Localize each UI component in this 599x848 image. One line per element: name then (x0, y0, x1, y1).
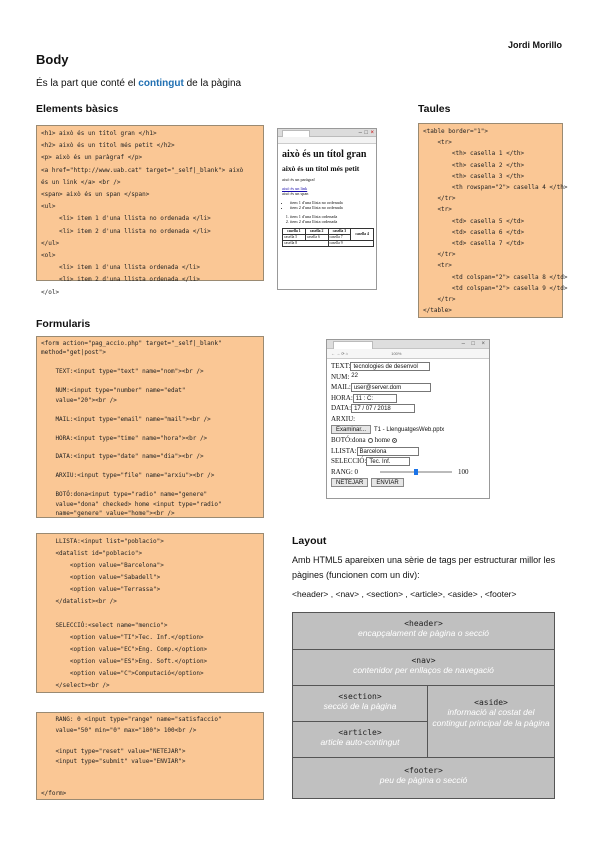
close-icon[interactable]: × (370, 130, 374, 136)
preview-ordered-list (282, 214, 372, 225)
text-label: TEXT: (331, 362, 351, 370)
list-item: • item 2 d'una llista no ordenada (290, 205, 372, 211)
code-block-basic-elements (36, 125, 264, 296)
code-line: <form action="pag_accio.php" target="_self|_blank" (41, 340, 222, 347)
code-block-tables (418, 123, 568, 318)
datalist-input[interactable]: Barcelona (357, 447, 419, 456)
code-line: <li> item 2 d'una llista ordenada </li> (41, 276, 200, 284)
radio-dona-label: dona (352, 436, 366, 445)
code-line: <h1> això és un títol gran </h1> (41, 130, 157, 137)
code-line: method="get|post"> (41, 349, 107, 357)
radio-home[interactable] (392, 438, 397, 443)
code-line (41, 443, 259, 452)
code-block-datalist-select (36, 533, 264, 693)
code-line: <td colspan="2"> casella 9 </td> (423, 284, 568, 292)
preview-span: això és un span (282, 191, 309, 196)
maximize-icon[interactable]: □ (471, 341, 475, 347)
code-line (41, 405, 259, 414)
code-line: <li> item 1 d'una llista no ordenada </li> (41, 215, 211, 223)
code-line: </tr> (423, 195, 456, 203)
reset-button[interactable]: NETEJAR (331, 478, 368, 487)
maximize-icon[interactable]: □ (364, 130, 368, 136)
code-line: ARXIU:<input type="file" name="arxiu"><br /> (41, 472, 215, 480)
address-bar[interactable]: ← → ⟳ ⌂ 100% (327, 349, 489, 359)
code-line: </tr> (423, 296, 456, 304)
code-line (41, 778, 259, 789)
code-line: <th> casella 3 </th> (423, 172, 525, 180)
heading-elements: Elements bàsics (36, 103, 119, 115)
table-cell: casella 1 (283, 228, 306, 234)
highlight-word: contingut (138, 78, 184, 89)
heading-formularis: Formularis (36, 318, 91, 330)
slider-knob[interactable] (414, 469, 418, 475)
preview-h2: això és un títol més petit (282, 164, 360, 173)
code-line: SELECCIÓ:<select name="mencio"> (41, 622, 168, 629)
code-line (41, 481, 259, 490)
code-line: <span> això és un span </span> (41, 191, 150, 199)
file-browse-button[interactable]: Examinar... (331, 425, 371, 434)
table-cell: casella 2 (305, 228, 328, 234)
code-line: <ol> (41, 252, 56, 260)
preview-link[interactable]: això és un link (282, 185, 308, 191)
code-line: <option value="EC">Eng. Comp.</option> (41, 646, 208, 653)
code-line: <p> això és un paràgraf </p> (41, 154, 143, 162)
arxiu-label: ARXIU: (331, 414, 356, 423)
minimize-icon[interactable]: – (358, 130, 362, 136)
num-label: NUM: (331, 372, 350, 381)
html5-layout-diagram (292, 612, 555, 799)
code-line: <td> casella 7 </td> (423, 240, 525, 248)
layout-intro: Amb HTML5 apareixen una sèrie de tags per estructurar millor les pàgines (funcionen com un div): (292, 555, 556, 580)
select-mencio[interactable]: Tec. Inf. (366, 457, 410, 466)
browser-preview-elements (277, 128, 377, 290)
code-block-form-inputs (36, 336, 264, 518)
preview-h1: això és un títol gran (282, 149, 367, 160)
range-slider[interactable] (380, 471, 452, 473)
code-line: <ul> (41, 203, 56, 211)
mail-label: MAIL: (331, 383, 351, 392)
table-cell: casella 5 (283, 234, 306, 240)
zoom-level: 100% (391, 351, 402, 356)
diagram-nav: <nav> contenidor per enllaços de navegació (292, 649, 555, 686)
browser-preview-form (326, 339, 490, 499)
number-input[interactable]: 22 (351, 373, 358, 380)
time-input[interactable]: 11 : C: (353, 394, 397, 403)
close-icon[interactable]: × (481, 341, 485, 347)
code-line: <option value="ES">Eng. Soft.</option> (41, 658, 208, 665)
code-line: </select><br /> (41, 682, 110, 689)
diagram-header: <header> encapçalament de pàgina o secció (292, 612, 555, 650)
radio-home-label: home (374, 436, 391, 445)
code-line (41, 768, 259, 779)
code-line: value="dona" checked> home <input type="radio" (41, 500, 222, 508)
code-line: <tr> (423, 206, 452, 214)
preview-table (282, 228, 374, 247)
browser-tabbar (327, 340, 489, 349)
code-line (41, 462, 259, 471)
code-line: <input type="submit" value="ENVIAR"> (41, 758, 186, 765)
heading-layout: Layout (292, 535, 327, 547)
code-line (41, 736, 259, 747)
diagram-aside: <aside> informació al costat del contingut principal de la pàgina (427, 685, 555, 758)
code-line (41, 608, 259, 620)
llista-label: LLISTA: (331, 446, 357, 455)
code-line: <th> casella 1 </th> (423, 150, 525, 158)
rendered-form (327, 359, 489, 489)
preview-paragraph: això és un paràgraf (282, 177, 315, 182)
email-input[interactable]: user@server.dom (351, 383, 431, 392)
code-line: </ol> (41, 288, 60, 296)
address-bar[interactable] (278, 137, 376, 144)
code-line: <option value="Sabadell"> (41, 574, 161, 581)
code-line: és un link </a> <br /> (41, 178, 121, 186)
code-line: </ul> (41, 239, 60, 247)
code-line: </datalist><br /> (41, 598, 117, 605)
code-line: <tr> (423, 139, 452, 147)
layout-tags-list: <header> , <nav> , <section> , <article>, <aside> , <footer> (292, 589, 517, 599)
code-line: </table> (423, 307, 452, 315)
code-line: MAIL:<input type="email" name="mail"><br /> (41, 415, 211, 423)
code-line: <th> casella 2 </th> (423, 161, 525, 169)
browser-tab[interactable] (282, 130, 310, 137)
code-line: NUM:<input type="number" name="edat" (41, 387, 186, 395)
date-input[interactable]: 17 / 07 / 2018 (351, 404, 415, 413)
seleccio-label: SELECCIÓ: (331, 457, 367, 466)
code-line (41, 424, 259, 433)
radio-dona[interactable] (368, 438, 373, 443)
code-line: LLISTA:<input list="poblacio"> (41, 538, 164, 545)
code-line: value="50" min="0" max="100"> 100<br /> (41, 726, 197, 734)
code-line: <option value="TI">Tec. Inf.</option> (41, 634, 204, 641)
page-title: Body (36, 52, 69, 67)
code-line: HORA:<input type="time" name="hora"><br /> (41, 434, 208, 442)
table-cell: casella 9 (328, 240, 374, 246)
code-line: <li> item 2 d'una llista no ordenada </li> (41, 227, 211, 235)
code-block-range-buttons (36, 712, 264, 800)
code-line (41, 377, 259, 386)
code-line: <td colspan="2"> casella 8 </td> (423, 273, 568, 281)
browser-tabbar (278, 129, 376, 137)
list-item: 2. item 2 d'una llista ordenada (290, 219, 372, 225)
hora-label: HORA: (331, 393, 353, 402)
code-line: RANG: 0 <input type="range" name="satisfaccio" (41, 716, 222, 723)
code-line: <tr> (423, 262, 452, 270)
author-name: Jordi Morillo (508, 40, 562, 50)
code-line: </tr> (423, 251, 456, 259)
minimize-icon[interactable]: – (461, 341, 465, 347)
code-line: <td> casella 5 </td> (423, 217, 525, 225)
code-line: name="genere" value="home"><br /> (41, 510, 175, 518)
table-cell: casella 7 (328, 234, 351, 240)
rang-max: 100 (458, 467, 469, 476)
code-line: BOTÓ:dona<input type="radio" name="genere" (41, 491, 208, 499)
table-cell: casella 8 (283, 240, 329, 246)
diagram-article: <article> article auto-contingut (292, 721, 428, 758)
code-line: <li> item 1 d'una llista ordenada </li> (41, 264, 200, 272)
diagram-footer: <footer> peu de pàgina o secció (292, 757, 555, 799)
code-line: <input type="reset" value="NETEJAR"> (41, 747, 186, 755)
code-line: DATA:<input type="date" name="dia"><br /> (41, 453, 204, 461)
code-line: TEXT:<input type="text" name="nom"><br /> (41, 368, 204, 376)
table-cell: casella 6 (305, 234, 328, 240)
file-name: T1 - LlenguatgesWeb.pptx (374, 426, 445, 433)
rang-label: RANG: 0 (331, 467, 359, 476)
data-label: DATA: (331, 404, 352, 413)
submit-button[interactable]: ENVIAR (371, 478, 403, 487)
list-item: 1. item 1 d'una llista ordenada (290, 214, 372, 220)
code-line: <table border="1"> (423, 128, 489, 135)
preview-unordered-list (282, 200, 372, 211)
boto-label: BOTÓ: (331, 436, 352, 445)
code-line: <th rowspan="2"> casella 4 </th> (423, 184, 568, 192)
code-line: <h2> això és un títol més petit </h2> (41, 142, 175, 150)
heading-taules: Taules (418, 103, 451, 115)
code-line: <option value="C">Computació</option> (41, 670, 204, 677)
list-item: • item 1 d'una llista no ordenada (290, 200, 372, 206)
diagram-section: <section> secció de la pàgina (292, 685, 428, 722)
table-cell: casella 4 (351, 228, 374, 240)
code-line: <option value="Terrassa"> (41, 586, 161, 593)
code-line: <a href="http://www.uab.cat" target="_self|_blank"> això (41, 166, 244, 174)
text-input[interactable]: tecnologies de desenvol (350, 362, 430, 371)
table-cell: casella 3 (328, 228, 351, 234)
code-line: <td> casella 6 </td> (423, 228, 525, 236)
code-line (41, 358, 259, 367)
code-line: <datalist id="poblacio"> (41, 550, 143, 557)
code-line: </form> (41, 789, 67, 797)
intro-text: És la part que conté el contingut de la pàgina (36, 78, 242, 89)
code-line: <option value="Barcelona"> (41, 562, 164, 569)
code-line: value="20"><br /> (41, 396, 117, 404)
browser-tab[interactable] (333, 341, 373, 349)
